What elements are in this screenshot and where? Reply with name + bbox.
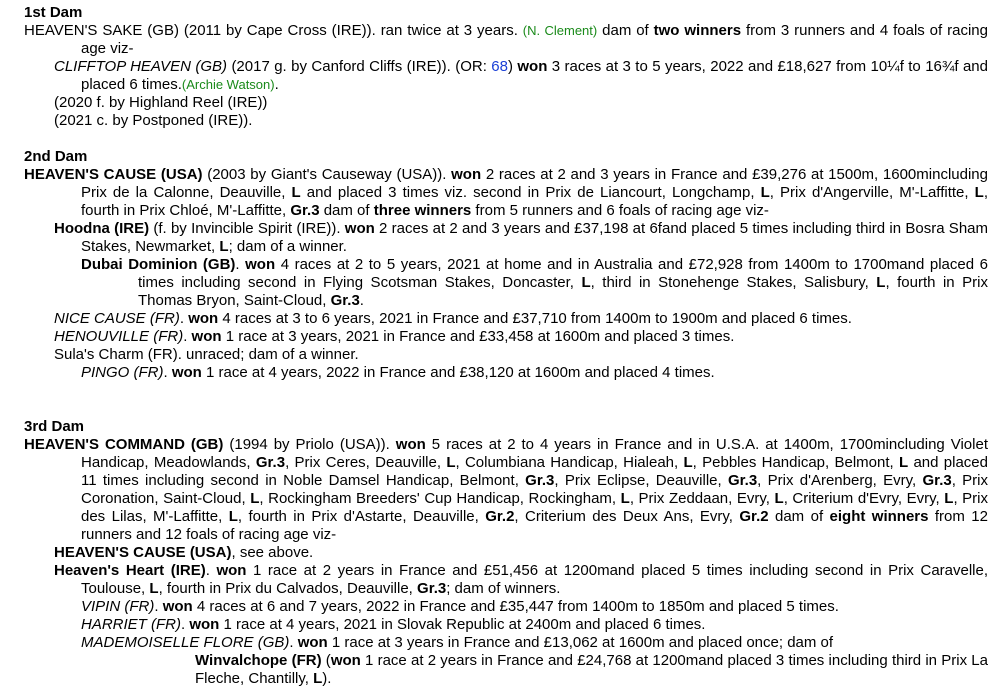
entry-text: .	[359, 292, 364, 309]
third-dam-entry	[24, 436, 988, 544]
trainer-name: (N. Clement)	[522, 23, 598, 38]
offspring-entry	[81, 364, 988, 382]
bold-text: Gr.2	[739, 508, 769, 525]
entry-text: , see above.	[231, 544, 314, 561]
bold-text: L	[581, 274, 591, 291]
entry-text: , Prix d'Arenberg, Evry,	[757, 472, 923, 489]
bold-text: L	[313, 670, 323, 687]
entry-text: , Criterium d'Evry, Evry,	[783, 490, 945, 507]
bold-text: won	[162, 598, 193, 615]
bold-text: two winners	[653, 22, 742, 39]
entry-text: .	[205, 562, 217, 579]
entry-text: from 3 runners and 4 foals of racing age viz-	[81, 22, 988, 57]
horse-name: NICE CAUSE (FR)	[54, 310, 180, 327]
offspring-entry	[81, 634, 988, 688]
bold-text: Gr.3	[330, 292, 360, 309]
entry-text: 1 race at 3 years, 2021 in France and £33,458 at 1600m and placed 3 times.	[221, 328, 735, 345]
bold-text: won	[297, 634, 328, 651]
official-rating[interactable]: 68	[491, 58, 508, 75]
entry-text: .	[274, 76, 279, 93]
entry-text: , third in Stonehenge Stakes, Salisbury,	[590, 274, 877, 291]
horse-name: CLIFFTOP HEAVEN (GB)	[54, 58, 228, 75]
horse-name: Hoodna (IRE)	[54, 220, 150, 237]
entry-text: (1994 by Priolo (USA)).	[223, 436, 396, 453]
entry-text: ; dam of winners.	[446, 580, 561, 597]
entry-text: , Columbiana Handicap, Hialeah,	[455, 454, 684, 471]
entry-text: and placed 3 times viz. second in Prix de Liancourt, Longchamp,	[300, 184, 761, 201]
dam-name: HEAVEN'S COMMAND (GB)	[24, 436, 224, 453]
entry-text: , fourth in Prix du Calvados, Deauville,	[158, 580, 418, 597]
entry-text: 5 races at 2 to 4 years in France and in U.S.A. at 1400m, 1700mincluding Violet Handicap, Meadowlands,	[81, 436, 988, 471]
horse-name: MADEMOISELLE FLORE (GB)	[81, 634, 290, 651]
bold-text: eight winners	[829, 508, 929, 525]
offspring-entry	[54, 328, 988, 346]
entry-text: 4 races at 6 and 7 years, 2022 in France and £35,447 from 1400m to 1850m and placed 5 times.	[192, 598, 839, 615]
offspring-entry	[81, 256, 988, 310]
bold-text: L	[974, 184, 984, 201]
bold-text: L	[876, 274, 886, 291]
dam-name: HEAVEN'S SAKE (GB)	[24, 22, 179, 39]
entry-text: .	[181, 616, 190, 633]
third-dam-heading: 3rd Dam	[24, 418, 85, 435]
entry-text: 2 races at 2 and 3 years in France and £39,276 at 1500m, 1600mincluding Prix de la Calonne, Deauville,	[81, 166, 988, 201]
entry-text: .	[235, 256, 246, 273]
entry-text: 1 race at 2 years in France and £51,456 at 1200mand placed 5 times including second in Prix Caravelle, Toulouse,	[81, 562, 989, 597]
entry-text: (2003 by Giant's Causeway (USA)).	[202, 166, 452, 183]
bold-text: L	[683, 454, 693, 471]
offspring-entry	[54, 220, 988, 256]
second-dam-section	[24, 166, 988, 382]
entry-text: , Criterium des Deux Ans, Evry,	[514, 508, 740, 525]
entry-text: ).	[322, 670, 332, 687]
horse-name: VIPIN (FR)	[81, 598, 155, 615]
bold-text: won	[330, 652, 361, 669]
entry-text: .	[183, 328, 192, 345]
entry-text: )	[507, 58, 518, 75]
bold-text: won	[171, 364, 202, 381]
entry-text: .	[154, 598, 163, 615]
entry-text: , fourth in Prix Thomas Bryon, Saint-Cloud,	[138, 274, 988, 309]
bold-text: won	[395, 436, 426, 453]
bold-text: won	[245, 256, 276, 273]
third-dam-section	[24, 436, 988, 688]
offspring-entry	[54, 58, 988, 94]
entry-text: .	[289, 634, 298, 651]
bold-text: L	[774, 490, 784, 507]
dam-name: HEAVEN'S CAUSE (USA)	[24, 166, 203, 183]
entry-text: (	[321, 652, 331, 669]
offspring-entry	[54, 562, 988, 598]
entry-text: .	[179, 310, 189, 327]
horse-name: HEAVEN'S CAUSE (USA)	[54, 544, 232, 561]
bold-text: Gr.3	[525, 472, 555, 489]
horse-name: HENOUVILLE (FR)	[54, 328, 184, 345]
first-dam-entry	[24, 22, 988, 58]
entry-text: , Prix Zeddaan, Evry,	[629, 490, 775, 507]
bold-text: L	[620, 490, 630, 507]
entry-text: , Prix des Lilas, M'-Laffitte,	[81, 490, 989, 525]
first-dam-section	[24, 22, 988, 130]
bold-text: L	[898, 454, 909, 471]
bold-text: won	[188, 310, 219, 327]
entry-text: , Pebbles Handicap, Belmont,	[692, 454, 899, 471]
offspring-entry	[54, 544, 988, 562]
offspring-entry	[54, 310, 988, 328]
horse-name: HARRIET (FR)	[81, 616, 181, 633]
entry-text: 4 races at 2 to 5 years, 2021 at home and in Australia and £72,928 from 1400m to 1700mand placed 6 times including second in Flying Scotsman Stakes, Doncaster,	[138, 256, 988, 291]
entry-text: , Prix Eclipse, Deauville,	[554, 472, 728, 489]
entry-text: (f. by Invincible Spirit (IRE)).	[149, 220, 345, 237]
entry-text: , fourth in Prix d'Astarte, Deauville,	[237, 508, 486, 525]
entry-text: 1 race at 3 years in France and £13,062 at 1600m and placed once; dam of	[327, 634, 834, 651]
bold-text: L	[219, 238, 229, 255]
entry-text: , Prix Ceres, Deauville,	[285, 454, 447, 471]
bold-text: L	[149, 580, 159, 597]
grand-offspring-entry	[138, 652, 988, 688]
horse-name: Dubai Dominion (GB)	[81, 256, 236, 273]
entry-text: (2017 g. by Canford Cliffs (IRE)). (OR:	[227, 58, 492, 75]
entry-text: dam of	[597, 22, 654, 39]
entry-text: .	[163, 364, 172, 381]
bold-text: Gr.3	[417, 580, 447, 597]
bold-text: won	[189, 616, 220, 633]
entry-text: 1 race at 4 years, 2022 in France and £38,120 at 1600m and placed 4 times.	[201, 364, 715, 381]
offspring-entry: Sula's Charm (FR). unraced; dam of a winner.	[54, 346, 359, 363]
offspring-entry: (2021 c. by Postponed (IRE)).	[54, 112, 253, 129]
entry-text: , Prix d'Angerville, M'-Laffitte,	[769, 184, 975, 201]
bold-text: L	[250, 490, 260, 507]
bold-text: L	[944, 490, 954, 507]
bold-text: L	[228, 508, 238, 525]
entry-text: , Prix Coronation, Saint-Cloud,	[81, 472, 989, 507]
offspring-entry: (2020 f. by Highland Reel (IRE))	[54, 94, 268, 111]
bold-text: Gr.3	[922, 472, 952, 489]
entry-text: 4 races at 3 to 6 years, 2021 in France and £37,710 from 1400m to 1900m and placed 6 times.	[218, 310, 852, 327]
entry-text: , Rockingham Breeders' Cup Handicap, Rockingham,	[259, 490, 621, 507]
entry-text: and placed 11 times including second in Noble Damsel Handicap, Belmont,	[81, 454, 988, 489]
trainer-name: (Archie Watson)	[181, 77, 275, 92]
bold-text: L	[291, 184, 301, 201]
bold-text: Gr.3	[290, 202, 320, 219]
offspring-entry	[81, 616, 988, 634]
bold-text: Gr.3	[255, 454, 286, 471]
bold-text: L	[446, 454, 456, 471]
horse-name: Heaven's Heart (IRE)	[54, 562, 206, 579]
bold-text: Gr.3	[727, 472, 758, 489]
entry-text: dam of	[768, 508, 830, 525]
bold-text: won	[344, 220, 375, 237]
bold-text: won	[517, 58, 548, 75]
bold-text: won	[191, 328, 222, 345]
offspring-entry	[81, 598, 988, 616]
second-dam-heading: 2nd Dam	[24, 148, 88, 165]
entry-text: dam of	[319, 202, 374, 219]
bold-text: won	[451, 166, 482, 183]
entry-text: 2 races at 2 and 3 years and £37,198 at 6fand placed 5 times including third in Bosra Sham Stakes, Newmarket,	[81, 220, 988, 255]
entry-text: (2011 by Cape Cross (IRE)). ran twice at 3 years.	[178, 22, 523, 39]
bold-text: three winners	[373, 202, 472, 219]
bold-text: L	[760, 184, 770, 201]
horse-name: PINGO (FR)	[81, 364, 164, 381]
bold-text: Gr.2	[485, 508, 515, 525]
bold-text: won	[216, 562, 247, 579]
first-dam-heading: 1st Dam	[24, 4, 83, 21]
horse-name: Winvalchope (FR)	[195, 652, 322, 669]
entry-text: from 12 runners and 12 foals of racing age viz-	[81, 508, 988, 543]
entry-text: 3 races at 3 to 5 years, 2022 and £18,627 from 10¼f to 16¾f and placed 6 times.	[81, 58, 988, 93]
entry-text: 1 race at 2 years in France and £24,768 at 1200mand placed 3 times including third in Prix La Fleche, Chantilly,	[195, 652, 988, 687]
entry-text: , fourth in Prix Chloé, M'-Laffitte,	[81, 184, 988, 219]
entry-text: from 5 runners and 6 foals of racing age viz-	[471, 202, 769, 219]
entry-text: 1 race at 4 years, 2021 in Slovak Republic at 2400m and placed 6 times.	[219, 616, 706, 633]
entry-text: ; dam of a winner.	[228, 238, 347, 255]
second-dam-entry	[24, 166, 988, 220]
